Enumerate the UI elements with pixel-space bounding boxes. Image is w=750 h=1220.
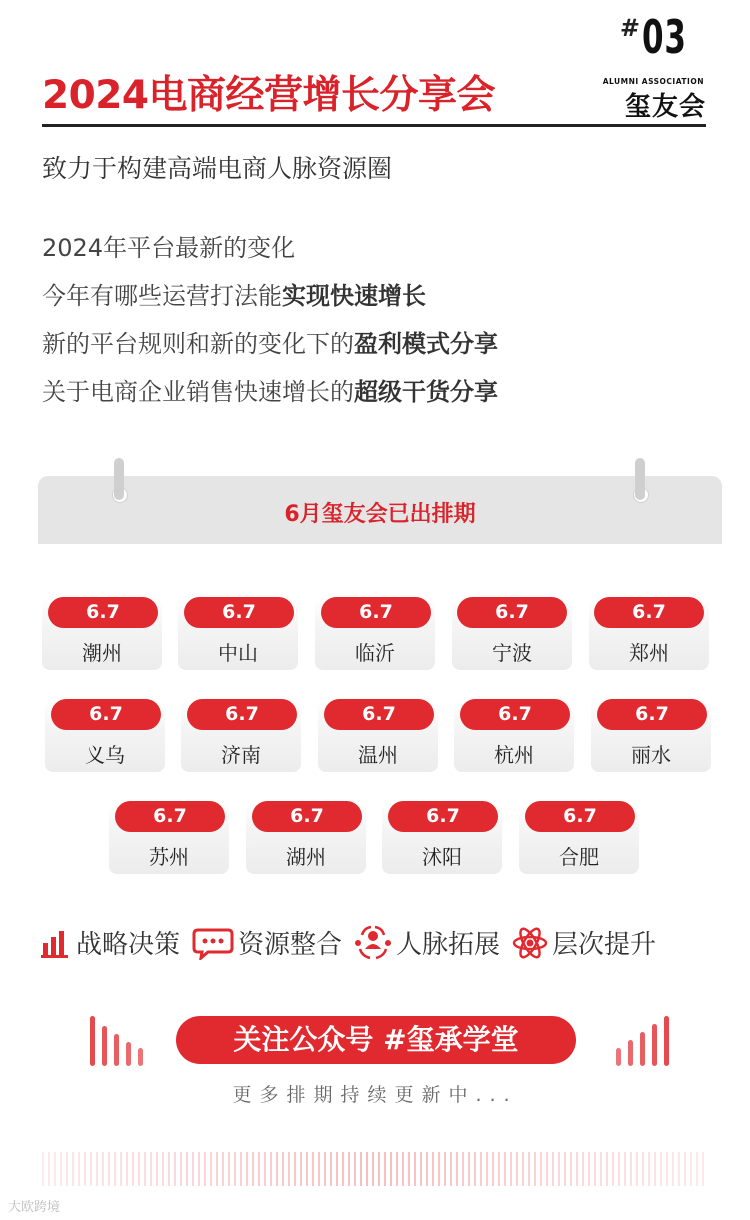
schedule-city: 湖州 [286,845,326,869]
sound-bar [652,1024,657,1066]
calendar-ring-right-icon [635,458,645,500]
sound-bar [126,1042,131,1066]
sound-bar [628,1040,633,1066]
decorative-stripes [42,1152,708,1186]
schedule-date: 6.7 [457,597,567,628]
issue-number: 03 [642,10,687,64]
schedule-city: 苏州 [149,845,189,869]
sound-bar [616,1048,621,1066]
schedule-city: 潮州 [82,641,122,665]
sound-bar [114,1034,119,1066]
schedule-date: 6.7 [252,801,362,832]
atom-icon [512,925,548,961]
page-title: 2024电商经营增长分享会 [42,73,496,118]
header-divider [42,124,706,127]
topic-list [42,224,498,416]
schedule-city: 郑州 [629,641,669,665]
schedule-date: 6.7 [597,699,707,730]
issue-badge [620,10,706,64]
feature-label: 层次提升 [552,930,657,960]
association-name-en: ALUMNI ASSOCIATION [602,77,704,86]
watermark: 大欧跨境 [8,1200,61,1215]
schedule-date: 6.7 [594,597,704,628]
schedule-date: 6.7 [460,699,570,730]
feature-level-up [512,924,656,961]
feature-network [354,924,500,961]
feature-resources [192,924,342,961]
association-logo: 玺友会 [624,92,706,122]
topic-item: 2024年平台最新的变化 [42,234,296,262]
sound-bar [138,1048,143,1066]
schedule-city: 中山 [218,641,258,665]
schedule-city: 温州 [358,743,398,767]
topic-item: 关于电商企业销售快速增长的超级干货分享 [42,378,498,406]
follow-account-button[interactable]: 关注公众号 #玺承学堂 [176,1016,576,1064]
bar-chart-icon [40,927,72,959]
schedule-date: 6.7 [184,597,294,628]
chat-bubble-icon [192,926,234,960]
schedule-city: 沭阳 [422,845,462,869]
schedule-title: 6月玺友会已出排期 [284,502,476,527]
schedule-city: 义乌 [85,743,125,767]
issue-hash: # [619,14,640,42]
schedule-date: 6.7 [321,597,431,628]
people-network-icon [354,925,392,961]
feature-strategy [40,924,180,961]
sound-bar [664,1016,669,1066]
schedule-city: 宁波 [492,641,532,665]
schedule-date: 6.7 [324,699,434,730]
feature-label: 战略决策 [76,930,181,960]
schedule-city: 丽水 [631,743,671,767]
feature-label: 人脉拓展 [396,930,501,960]
more-schedule-text: 更多排期持续更新中... [232,1084,518,1106]
feature-row [40,924,720,961]
schedule-date: 6.7 [388,801,498,832]
calendar-ring-left-icon [114,458,124,500]
schedule-date: 6.7 [115,801,225,832]
sound-bar [102,1026,107,1066]
schedule-city: 合肥 [559,845,599,869]
schedule-city: 杭州 [494,743,534,767]
topic-item: 新的平台规则和新的变化下的盈利模式分享 [42,330,498,358]
sound-bar [90,1016,95,1066]
schedule-date: 6.7 [187,699,297,730]
schedule-date: 6.7 [48,597,158,628]
schedule-city: 临沂 [355,641,395,665]
schedule-city: 济南 [221,743,261,767]
schedule-date: 6.7 [51,699,161,730]
topic-item: 今年有哪些运营打法能实现快速增长 [42,282,426,310]
feature-label: 资源整合 [238,930,343,960]
page-subtitle: 致力于构建高端电商人脉资源圈 [42,154,393,183]
sound-bar [640,1032,645,1066]
schedule-date: 6.7 [525,801,635,832]
